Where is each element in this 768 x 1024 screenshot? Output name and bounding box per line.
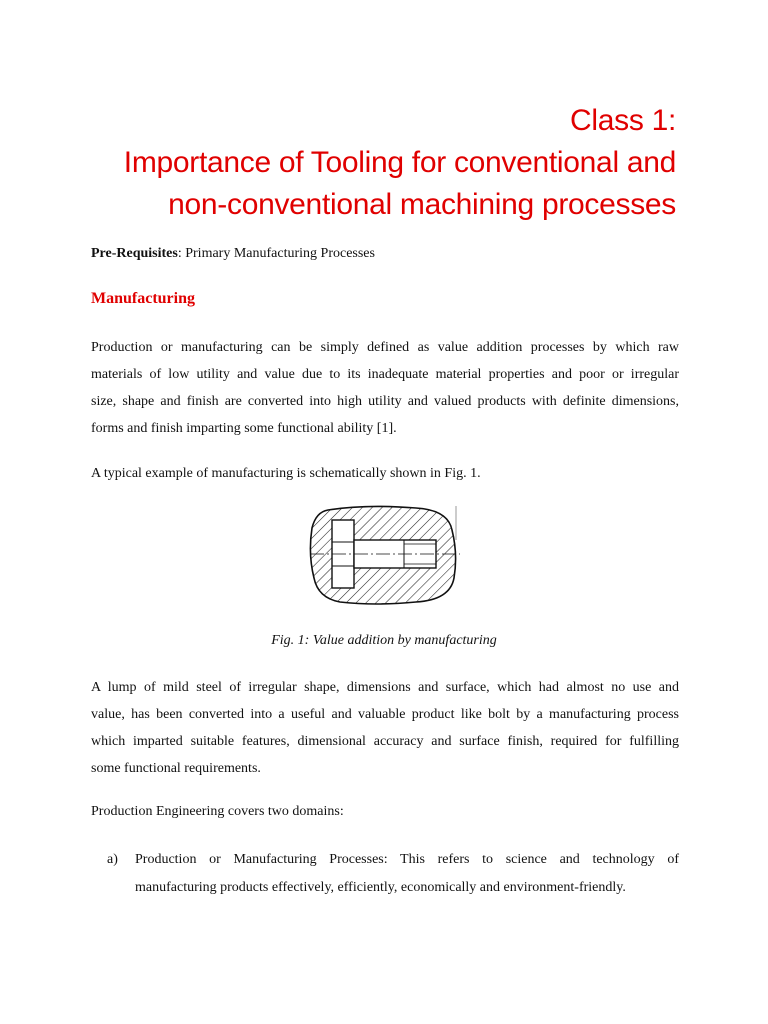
figure-caption: Fig. 1: Value addition by manufacturing [271,633,497,648]
title-line-2: Importance of Tooling for conventional and [123,146,676,179]
paragraph-example [91,460,679,487]
title-line-1: Class 1: [570,104,676,137]
paragraph-line: value, has been converted into a useful and valuable product like bolt by a manufacturing process [91,707,679,722]
list-item-line: Production or Manufacturing Processes: This refers to science and technology of [135,852,679,867]
paragraph-line: A typical example of manufacturing is schematically shown in Fig. 1. [91,466,481,481]
page-title [76,100,676,226]
section-heading-manufacturing: Manufacturing [91,290,195,307]
paragraph-line: forms and finish imparting some functional ability [1]. [91,421,397,436]
bolt-diagram-figure [306,504,464,606]
paragraph-line: which imparted suitable features, dimensional accuracy and surface finish, required for fulfilling [91,734,679,749]
prerequisites-value: : Primary Manufacturing Processes [177,246,375,261]
list-item-line: manufacturing products effectively, efficiently, economically and environment-friendly. [135,880,626,895]
paragraph-line: some functional requirements. [91,761,261,776]
paragraph-line: Production or manufacturing can be simply defined as value addition processes by which raw [91,340,679,355]
paragraph-line: Production Engineering covers two domains: [91,804,344,819]
prerequisites-label: Pre-Requisites [91,246,178,261]
list-marker: a) [107,852,118,867]
title-line-3: non-conventional machining processes [168,188,676,221]
paragraph-line: size, shape and finish are converted into high utility and valued products with definite dimensions, [91,394,679,409]
paragraph-line: A lump of mild steel of irregular shape, dimensions and surface, which had almost no use and [91,680,679,695]
prerequisites [91,244,375,264]
paragraph-lump-explanation [91,674,679,782]
paragraph-line: materials of low utility and value due to its inadequate material properties and poor or irregular [91,367,679,382]
list-item-body [135,846,679,902]
paragraph-definition [91,334,679,442]
paragraph-domains-intro [91,798,679,825]
